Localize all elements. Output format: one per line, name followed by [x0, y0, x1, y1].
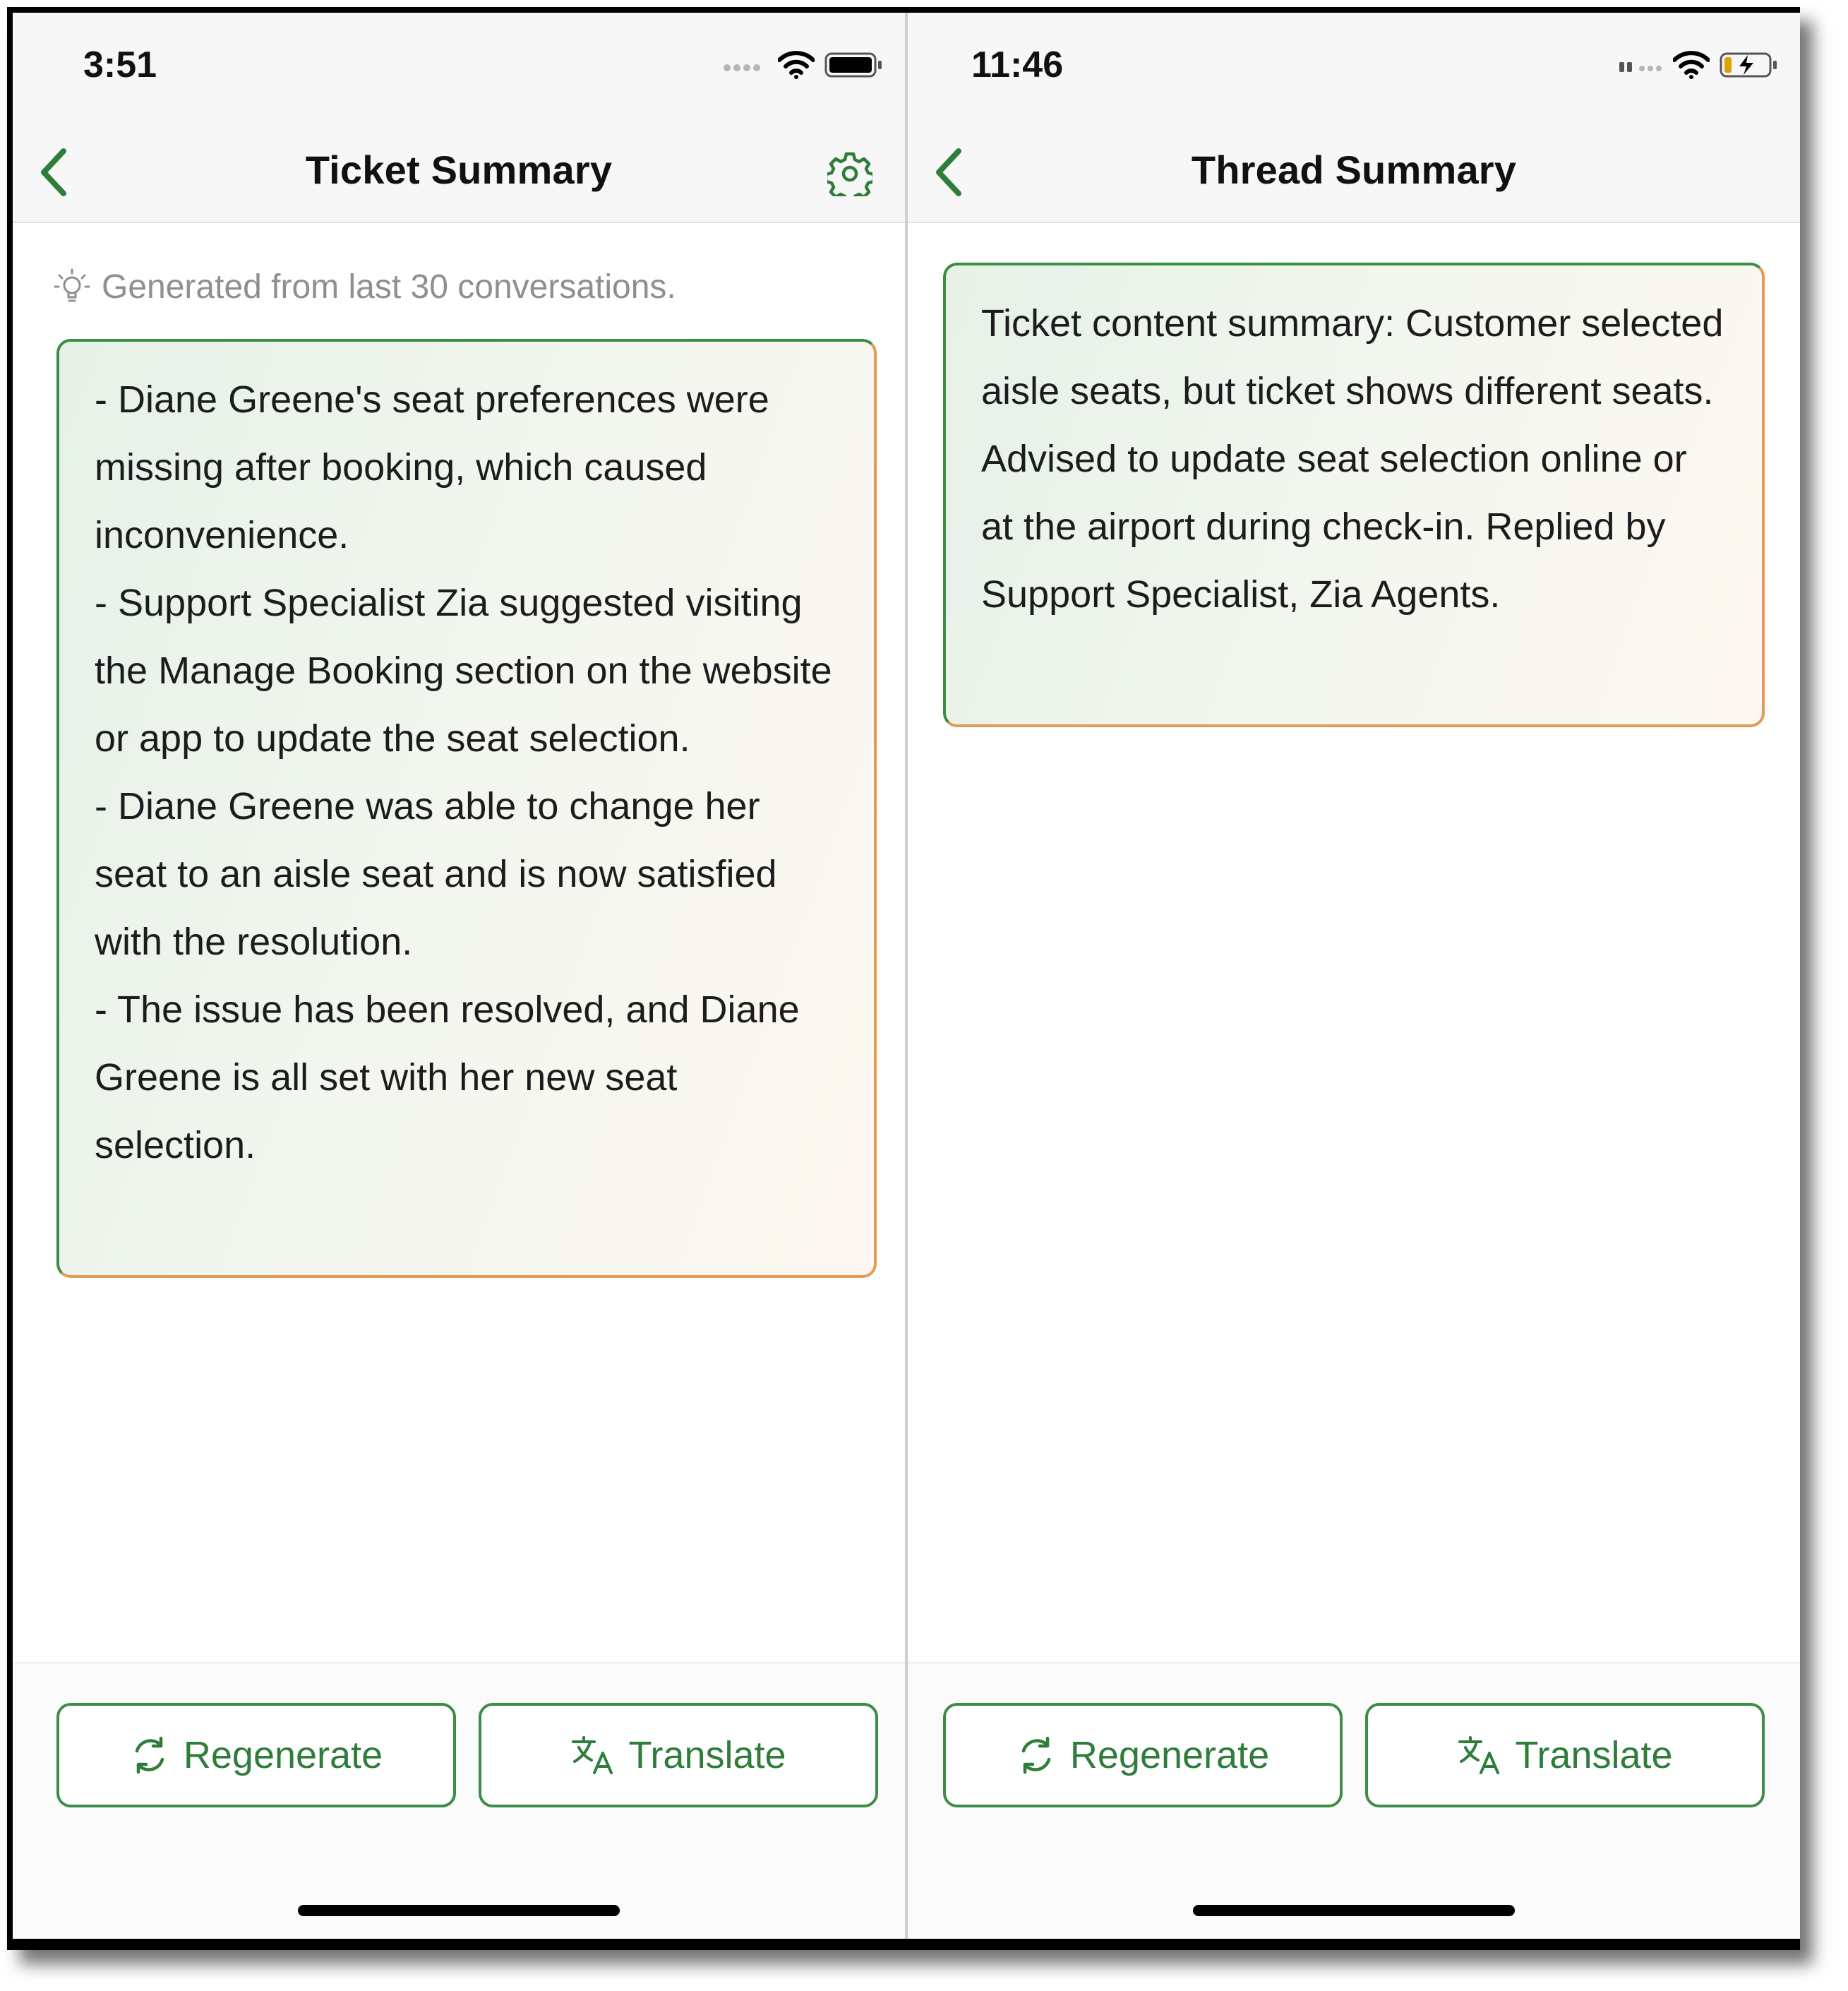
- page-title: Thread Summary: [1191, 148, 1517, 192]
- navigation-header: [13, 13, 905, 223]
- composite-frame: [7, 7, 1800, 1950]
- battery-charging-icon: [1720, 51, 1779, 79]
- signal-icon: [723, 58, 768, 72]
- summary-card: Ticket content summary: Customer selected aisle seats, but ticket shows different seats. Advised to update seat selection online or at the airport during check-in. Replied by Support Specialist, Zia Agents.: [943, 263, 1765, 727]
- home-indicator[interactable]: [1193, 1905, 1515, 1916]
- thread-summary-screen: [908, 13, 1800, 1939]
- page-title: Ticket Summary: [305, 148, 613, 192]
- signal-icon: [1618, 56, 1663, 73]
- generated-note: [52, 267, 676, 306]
- translate-button[interactable]: [1365, 1703, 1765, 1807]
- refresh-icon: [130, 1734, 169, 1776]
- status-time: 11:46: [971, 44, 1064, 85]
- battery-icon: [824, 51, 884, 79]
- translate-icon: [570, 1735, 614, 1776]
- summary-card: - Diane Greene's seat preferences were missing after booking, which caused inconvenience. - Support Specialist Zia suggested visiting the Manage Booking section on the website or app to update the seat selection. - Diane Greene was able to change her seat to an aisle seat and is now satisfied with the resolution. - The issue has been resolved, and Diane Greene is all set with her new seat selection.: [56, 339, 877, 1278]
- navigation-header: [908, 13, 1800, 223]
- ticket-summary-screen: [13, 13, 905, 1939]
- wifi-icon: [1673, 51, 1710, 79]
- action-bar: [908, 1662, 1800, 1939]
- regenerate-label: Regenerate: [1069, 1734, 1270, 1776]
- translate-label: Translate: [1515, 1734, 1673, 1776]
- translate-label: Translate: [628, 1734, 786, 1776]
- settings-button[interactable]: [827, 151, 872, 196]
- regenerate-label: Regenerate: [183, 1734, 383, 1776]
- gear-icon: [827, 151, 872, 196]
- status-time: 3:51: [83, 44, 157, 85]
- wifi-icon: [778, 51, 815, 79]
- regenerate-button[interactable]: [943, 1703, 1343, 1807]
- refresh-icon: [1016, 1734, 1056, 1776]
- lightbulb-icon: [52, 267, 92, 306]
- regenerate-button[interactable]: [56, 1703, 456, 1807]
- home-indicator[interactable]: [298, 1905, 620, 1916]
- status-icons: [1618, 49, 1779, 80]
- action-bar: [13, 1662, 905, 1939]
- translate-icon: [1457, 1735, 1501, 1776]
- status-icons: [723, 49, 884, 80]
- translate-button[interactable]: [479, 1703, 878, 1807]
- generated-note-text: Generated from last 30 conversations.: [102, 268, 676, 306]
